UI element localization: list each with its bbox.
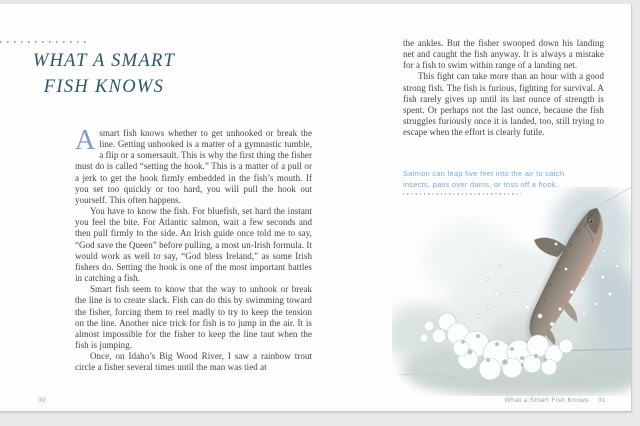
body-paragraph: Once, on Idaho’s Big Wood River, I saw a rainbow trout circle a fisher several times until the man was tied at bbox=[75, 351, 312, 373]
body-paragraph: the ankles. But the fisher swooped down his landing net and caught the fish anyway. It is always a mistake for a fish to swim within range of a landing net. bbox=[403, 38, 604, 71]
body-paragraph: Asmart fish knows whether to get unhooked or break the line. Getting unhooked is a matter of a gymnastic tumble, a flip or a somersault. This is why the first thing the fisher must do is called “setting the hook.” This is a matter of a pull or a jerk to get the hook firmly embedded in the fish’s mouth. If you set too quickly or too hard, you will pull the hook out yourself. This often happens. bbox=[75, 125, 312, 205]
right-page-text-column bbox=[403, 38, 604, 138]
body-paragraph: Smart fish seem to know that the way to unhook or break the line is to create slack. Fish can do this by swimming toward the fisher, forcing them to reel madly to try to keep the tension on the line. Another nice trick for fish is to jump in the air. It is almost impossible for the fisher to keep the line taut when the fish is jumping. bbox=[75, 284, 312, 350]
left-page-text-column bbox=[75, 125, 312, 373]
body-paragraph: This fight can take more than an hour with a good strong fish. The fish is furious, fighting for survival. A fish rarely gives up until its last ounce of strength is spent. Or perhaps not the last ounce, because the fish struggles furiously once it is landed, too, still trying to escape when the effort is clearly futile. bbox=[403, 71, 604, 138]
body-paragraph: You have to know the fish. For bluefish, set hard the instant you feel the bite. For Atlantic salmon, wait a few seconds and then pull firmly to the side. An Irish guide once told me to say, “God save the Queen” before pulling, a most un-Irish formula. It would work as well to say, “God bless Ireland,” as some Irish fishers do. Setting the hook is one of the most important battles in catching a fish. bbox=[75, 206, 312, 284]
chapter-title bbox=[28, 48, 180, 100]
chapter-dotted-rule bbox=[0, 41, 88, 43]
drop-cap: A bbox=[75, 125, 96, 156]
salmon-illustration bbox=[392, 187, 632, 396]
page-number-left: 30 bbox=[38, 397, 47, 404]
running-footer bbox=[505, 397, 606, 404]
chapter-title-line2: FISH KNOWS bbox=[43, 77, 165, 97]
page-number-right: 31 bbox=[597, 397, 606, 404]
running-footer-title: What a Smart Fish Knows bbox=[504, 397, 589, 404]
illustration-caption: Salmon can leap five feet into the air to catch insects, pass over dams, or toss off a hook. bbox=[403, 169, 565, 189]
book-spread bbox=[0, 4, 632, 412]
chapter-title-line1: WHAT A SMART bbox=[32, 51, 176, 71]
